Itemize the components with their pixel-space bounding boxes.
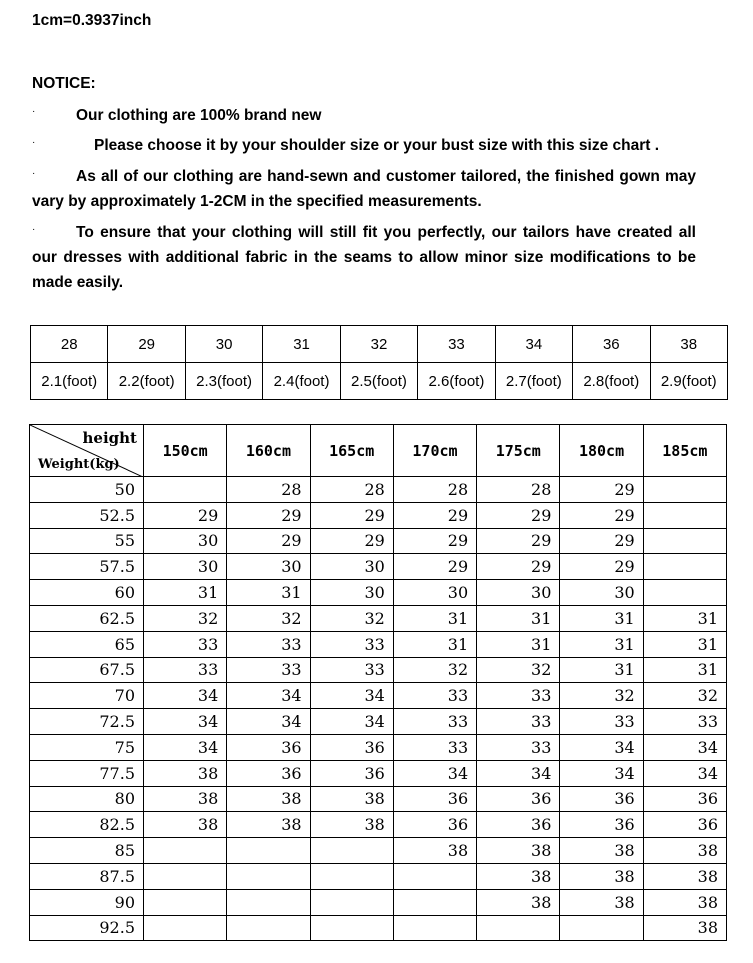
size-value-cell: 36 xyxy=(643,812,726,838)
corner-header-cell xyxy=(30,425,144,477)
table-row xyxy=(30,605,727,631)
table-row xyxy=(30,915,727,941)
size-value-cell: 30 xyxy=(560,580,643,606)
size-value-cell xyxy=(643,477,726,503)
bullet-icon: · xyxy=(32,224,36,235)
size-cell: 34 xyxy=(495,326,572,363)
length-cell: 2.3(foot) xyxy=(185,363,262,400)
size-value-cell: 31 xyxy=(643,631,726,657)
size-value-cell: 38 xyxy=(144,786,227,812)
size-cell: 32 xyxy=(340,326,417,363)
size-value-cell: 36 xyxy=(393,812,476,838)
size-value-cell: 29 xyxy=(560,528,643,554)
height-header-cell: 175cm xyxy=(477,425,560,477)
size-value-cell: 32 xyxy=(310,605,393,631)
size-chart-table xyxy=(29,424,727,941)
size-value-cell: 28 xyxy=(310,477,393,503)
table-row xyxy=(30,580,727,606)
size-value-cell: 33 xyxy=(310,657,393,683)
length-row xyxy=(31,363,728,400)
size-value-cell: 32 xyxy=(393,657,476,683)
size-value-cell: 31 xyxy=(477,631,560,657)
size-value-cell: 38 xyxy=(643,889,726,915)
table-row xyxy=(30,812,727,838)
size-value-cell: 31 xyxy=(477,605,560,631)
size-value-cell: 31 xyxy=(560,657,643,683)
size-value-cell: 30 xyxy=(477,580,560,606)
size-value-cell xyxy=(227,915,310,941)
size-value-cell xyxy=(393,915,476,941)
length-cell: 2.1(foot) xyxy=(31,363,108,400)
size-value-cell xyxy=(310,838,393,864)
height-header-row xyxy=(30,425,727,477)
length-cell: 2.8(foot) xyxy=(573,363,650,400)
table-row xyxy=(30,786,727,812)
size-value-cell: 38 xyxy=(393,838,476,864)
weight-cell: 55 xyxy=(30,528,144,554)
table-row xyxy=(30,760,727,786)
weight-cell: 70 xyxy=(30,683,144,709)
weight-cell: 85 xyxy=(30,838,144,864)
length-cell: 2.4(foot) xyxy=(263,363,340,400)
weight-cell: 62.5 xyxy=(30,605,144,631)
size-value-cell: 33 xyxy=(227,657,310,683)
table-row xyxy=(30,657,727,683)
size-value-cell: 36 xyxy=(393,786,476,812)
size-value-cell xyxy=(643,502,726,528)
size-value-cell: 29 xyxy=(227,528,310,554)
height-header-cell: 160cm xyxy=(227,425,310,477)
size-value-cell: 29 xyxy=(560,554,643,580)
size-value-cell: 38 xyxy=(144,812,227,838)
notice-title: NOTICE: xyxy=(32,75,96,92)
size-value-cell: 38 xyxy=(310,812,393,838)
weight-cell: 72.5 xyxy=(30,709,144,735)
size-value-cell: 30 xyxy=(393,580,476,606)
size-value-cell xyxy=(310,915,393,941)
size-value-cell: 38 xyxy=(560,889,643,915)
size-value-cell: 36 xyxy=(560,812,643,838)
size-value-cell: 31 xyxy=(144,580,227,606)
size-value-cell: 34 xyxy=(144,683,227,709)
size-value-cell: 33 xyxy=(643,709,726,735)
weight-cell: 82.5 xyxy=(30,812,144,838)
size-value-cell: 28 xyxy=(227,477,310,503)
bullet-icon: · xyxy=(32,106,36,117)
notice-item-3: As all of our clothing are hand-sewn and customer tailored, the finished gown may vary by approximately 1-2CM in the specified measurements. xyxy=(32,168,696,210)
size-value-cell: 38 xyxy=(643,838,726,864)
size-value-cell: 29 xyxy=(477,502,560,528)
height-header-cell: 185cm xyxy=(643,425,726,477)
weight-cell: 87.5 xyxy=(30,863,144,889)
size-value-cell: 30 xyxy=(144,528,227,554)
weight-cell: 92.5 xyxy=(30,915,144,941)
size-value-cell: 38 xyxy=(227,786,310,812)
size-value-cell: 30 xyxy=(144,554,227,580)
table-row xyxy=(30,863,727,889)
size-value-cell: 36 xyxy=(643,786,726,812)
size-value-cell: 34 xyxy=(227,709,310,735)
size-value-cell: 38 xyxy=(477,863,560,889)
size-value-cell: 31 xyxy=(643,605,726,631)
weight-cell: 90 xyxy=(30,889,144,915)
table-row xyxy=(30,528,727,554)
size-value-cell xyxy=(393,863,476,889)
weight-cell: 80 xyxy=(30,786,144,812)
size-value-cell: 29 xyxy=(393,528,476,554)
length-cell: 2.5(foot) xyxy=(340,363,417,400)
size-value-cell: 32 xyxy=(144,605,227,631)
notice-item-2: Please choose it by your shoulder size or your bust size with this size chart . xyxy=(94,137,660,154)
size-value-cell: 34 xyxy=(144,709,227,735)
size-value-cell: 29 xyxy=(310,528,393,554)
size-value-cell: 32 xyxy=(227,605,310,631)
size-value-cell: 31 xyxy=(393,631,476,657)
bullet-icon: · xyxy=(32,168,36,179)
size-value-cell xyxy=(144,889,227,915)
size-cell: 29 xyxy=(108,326,185,363)
size-value-cell: 34 xyxy=(560,760,643,786)
table-row xyxy=(30,477,727,503)
size-value-cell: 31 xyxy=(643,657,726,683)
table-row xyxy=(30,631,727,657)
size-value-cell: 34 xyxy=(643,760,726,786)
length-cell: 2.6(foot) xyxy=(418,363,495,400)
size-value-cell: 36 xyxy=(227,734,310,760)
size-value-cell: 29 xyxy=(477,554,560,580)
height-header-cell: 165cm xyxy=(310,425,393,477)
size-value-cell: 33 xyxy=(393,709,476,735)
size-value-cell: 31 xyxy=(560,631,643,657)
size-value-cell: 29 xyxy=(393,502,476,528)
size-value-cell: 29 xyxy=(477,528,560,554)
size-value-cell xyxy=(227,889,310,915)
size-value-cell xyxy=(477,915,560,941)
size-value-cell xyxy=(310,863,393,889)
size-value-cell xyxy=(144,838,227,864)
size-value-cell: 38 xyxy=(560,863,643,889)
size-value-cell xyxy=(144,477,227,503)
size-cell: 28 xyxy=(31,326,108,363)
size-value-cell: 31 xyxy=(560,605,643,631)
size-value-cell: 36 xyxy=(560,786,643,812)
size-cell: 31 xyxy=(263,326,340,363)
size-cell: 36 xyxy=(573,326,650,363)
size-value-cell: 38 xyxy=(227,812,310,838)
size-value-cell: 30 xyxy=(310,580,393,606)
size-value-cell: 38 xyxy=(560,838,643,864)
size-value-cell: 33 xyxy=(144,631,227,657)
size-value-cell: 29 xyxy=(227,502,310,528)
table-row xyxy=(30,683,727,709)
size-value-cell: 33 xyxy=(310,631,393,657)
size-value-cell: 33 xyxy=(477,734,560,760)
weight-cell: 67.5 xyxy=(30,657,144,683)
size-value-cell: 36 xyxy=(310,734,393,760)
size-value-cell: 36 xyxy=(477,812,560,838)
size-value-cell xyxy=(144,915,227,941)
size-value-cell: 36 xyxy=(310,760,393,786)
size-value-cell: 36 xyxy=(477,786,560,812)
weight-cell: 57.5 xyxy=(30,554,144,580)
size-value-cell: 33 xyxy=(393,734,476,760)
height-header-cell: 150cm xyxy=(144,425,227,477)
unit-conversion: 1cm=0.3937inch xyxy=(32,12,152,29)
weight-cell: 77.5 xyxy=(30,760,144,786)
length-cell: 2.9(foot) xyxy=(650,363,728,400)
size-value-cell: 33 xyxy=(477,709,560,735)
size-value-cell: 38 xyxy=(310,786,393,812)
size-value-cell: 29 xyxy=(310,502,393,528)
size-value-cell: 33 xyxy=(393,683,476,709)
bullet-icon: · xyxy=(32,137,36,148)
size-cell: 30 xyxy=(185,326,262,363)
size-value-cell: 34 xyxy=(393,760,476,786)
size-cell: 38 xyxy=(650,326,728,363)
size-value-cell: 33 xyxy=(560,709,643,735)
size-value-cell: 33 xyxy=(144,657,227,683)
size-value-cell: 29 xyxy=(560,477,643,503)
size-value-cell: 36 xyxy=(227,760,310,786)
size-value-cell: 32 xyxy=(477,657,560,683)
size-value-cell: 29 xyxy=(393,554,476,580)
table-row xyxy=(30,502,727,528)
size-value-cell: 33 xyxy=(477,683,560,709)
size-value-cell: 38 xyxy=(477,838,560,864)
size-value-cell: 38 xyxy=(643,863,726,889)
length-cell: 2.7(foot) xyxy=(495,363,572,400)
size-row xyxy=(31,326,728,363)
size-value-cell: 34 xyxy=(227,683,310,709)
size-value-cell xyxy=(227,863,310,889)
weight-cell: 75 xyxy=(30,734,144,760)
height-axis-label: height xyxy=(82,429,137,447)
size-value-cell: 28 xyxy=(477,477,560,503)
size-value-cell: 38 xyxy=(643,915,726,941)
size-length-table xyxy=(30,325,728,400)
notice-item-1: Our clothing are 100% brand new xyxy=(76,107,322,124)
size-value-cell: 34 xyxy=(643,734,726,760)
size-value-cell: 28 xyxy=(393,477,476,503)
size-value-cell: 34 xyxy=(560,734,643,760)
height-header-cell: 180cm xyxy=(560,425,643,477)
height-header-cell: 170cm xyxy=(393,425,476,477)
size-value-cell xyxy=(310,889,393,915)
size-value-cell: 31 xyxy=(393,605,476,631)
size-value-cell xyxy=(144,863,227,889)
size-value-cell xyxy=(643,554,726,580)
size-value-cell: 29 xyxy=(144,502,227,528)
size-value-cell: 38 xyxy=(477,889,560,915)
size-value-cell: 32 xyxy=(560,683,643,709)
size-value-cell xyxy=(227,838,310,864)
table-row xyxy=(30,734,727,760)
size-value-cell: 38 xyxy=(144,760,227,786)
weight-axis-label: Weight(kg) xyxy=(38,457,120,472)
table-row xyxy=(30,838,727,864)
weight-cell: 65 xyxy=(30,631,144,657)
size-value-cell: 32 xyxy=(643,683,726,709)
size-cell: 33 xyxy=(418,326,495,363)
size-value-cell: 34 xyxy=(144,734,227,760)
size-value-cell: 34 xyxy=(477,760,560,786)
size-value-cell: 30 xyxy=(310,554,393,580)
size-value-cell: 31 xyxy=(227,580,310,606)
table-row xyxy=(30,554,727,580)
length-cell: 2.2(foot) xyxy=(108,363,185,400)
weight-cell: 50 xyxy=(30,477,144,503)
size-value-cell: 34 xyxy=(310,709,393,735)
size-value-cell xyxy=(560,915,643,941)
table-row xyxy=(30,709,727,735)
size-value-cell xyxy=(643,528,726,554)
weight-cell: 52.5 xyxy=(30,502,144,528)
notice-item-4: To ensure that your clothing will still fit you perfectly, our tailors have created all our dresses with additional fabric in the seams to allow minor size modifications to be made easily. xyxy=(32,224,696,291)
size-value-cell xyxy=(393,889,476,915)
size-value-cell: 29 xyxy=(560,502,643,528)
weight-cell: 60 xyxy=(30,580,144,606)
size-value-cell xyxy=(643,580,726,606)
size-value-cell: 30 xyxy=(227,554,310,580)
table-row xyxy=(30,889,727,915)
size-value-cell: 34 xyxy=(310,683,393,709)
size-value-cell: 33 xyxy=(227,631,310,657)
